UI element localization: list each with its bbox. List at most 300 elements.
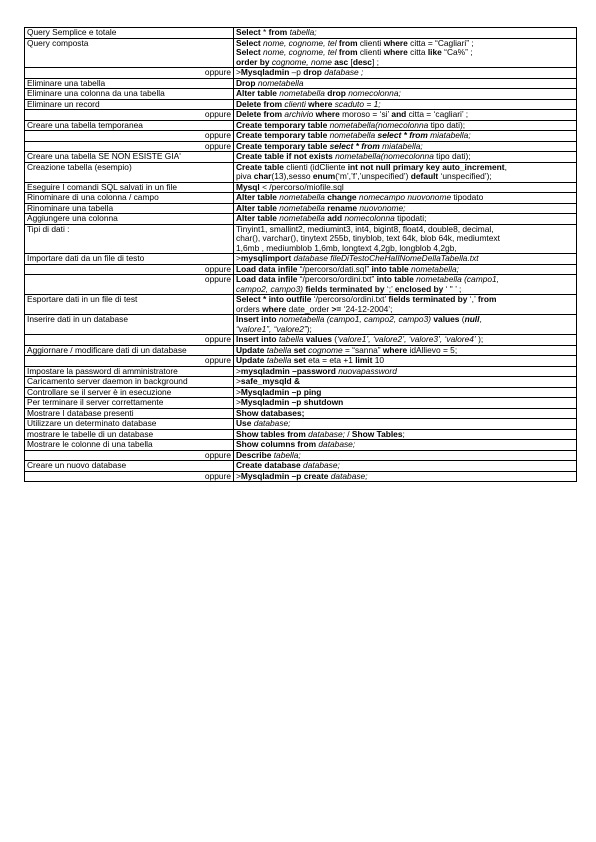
- table-row: [25, 182, 577, 193]
- sql-keyword: Show tables from: [236, 429, 306, 439]
- sql-keyword: where: [382, 345, 408, 355]
- sql-command-cell: [234, 224, 577, 254]
- sql-keyword: Create database: [236, 460, 301, 470]
- sql-command-cell: [234, 377, 577, 388]
- sql-text: ] ;: [371, 56, 379, 67]
- sql-identifier: nuovapassword: [338, 366, 397, 376]
- sql-command-line: [236, 419, 574, 429]
- sql-text: citta = ‘cagliari’ ;: [406, 109, 469, 119]
- sql-keyword: drop: [327, 88, 346, 98]
- table-row: [25, 461, 577, 472]
- sql-command-cell: [234, 120, 577, 131]
- sql-keyword: Describe: [236, 450, 272, 460]
- sql-identifier: cognome: [308, 345, 343, 355]
- sql-identifier: database;: [303, 460, 340, 470]
- sql-text: citta = “Cagliari” ;: [407, 38, 474, 48]
- table-row: [25, 295, 577, 315]
- sql-command-line: [236, 100, 574, 110]
- sql-command-line: [236, 183, 574, 193]
- alternative-label: oppure: [25, 68, 234, 79]
- sql-text: (: [331, 334, 338, 344]
- sql-keyword: where: [383, 47, 408, 57]
- sql-identifier: scaduto = 1;: [334, 99, 381, 109]
- sql-command-line: [236, 79, 574, 89]
- sql-text: clienti: [357, 47, 384, 57]
- table-row: [25, 141, 577, 152]
- sql-command-line: [236, 377, 574, 387]
- sql-identifier: database ;: [324, 67, 364, 77]
- sql-text: eta = eta +1: [305, 355, 356, 365]
- sql-text: *: [260, 27, 269, 37]
- sql-identifier: nometabella: [279, 88, 325, 98]
- sql-command-line: [236, 58, 574, 68]
- sql-command-cell: [234, 387, 577, 398]
- table-row: [25, 131, 577, 142]
- table-row: [25, 224, 577, 254]
- sql-keyword: change: [327, 192, 357, 202]
- sql-text: [: [348, 56, 353, 67]
- sql-identifier: database;: [318, 439, 356, 449]
- table-row: [25, 68, 577, 79]
- sql-command-cell: [234, 419, 577, 430]
- operation-description: Tipi di dati :: [25, 224, 234, 254]
- operation-description: Creazione tabella (esempio): [25, 162, 234, 182]
- sql-text: 1,6mb , mediumblob 1,6mb, longtext 4,2gb, longblob 4,2gb,: [236, 242, 457, 253]
- sql-keyword: Alter table: [236, 213, 277, 223]
- sql-reference-table: [24, 27, 577, 482]
- sql-command-line: [236, 461, 574, 471]
- sql-text: ,: [479, 314, 482, 324]
- sql-keyword: Create temporary table: [236, 141, 328, 151]
- sql-keyword: into table: [376, 274, 414, 284]
- sql-keyword: fields terminated by: [388, 294, 468, 304]
- sql-text: –p: [289, 67, 304, 77]
- operation-description: Controllare se il server è in esecuzione: [25, 387, 234, 398]
- sql-text: ,: [504, 162, 507, 172]
- sql-keyword: order by: [236, 56, 270, 67]
- sql-text: “Ca%” ;: [441, 47, 473, 57]
- sql-keyword: Mysqladmin –p shutdown: [240, 397, 344, 407]
- table-row: [25, 398, 577, 409]
- sql-command-line: [236, 285, 574, 295]
- sql-text: ‘24-12-2004’;: [341, 303, 393, 314]
- sql-text: (13),sesso: [271, 171, 313, 181]
- sql-keyword: Alter table: [236, 88, 277, 98]
- sql-command-line: [236, 131, 574, 141]
- alternative-label: oppure: [25, 471, 234, 482]
- operation-description: Importare dati da un file di testo: [25, 254, 234, 265]
- sql-command-cell: [234, 162, 577, 182]
- table-row: [25, 429, 577, 440]
- sql-command-cell: [234, 450, 577, 461]
- table-row: [25, 264, 577, 275]
- sql-command-line: [236, 305, 574, 315]
- sql-text: < /percorso/miofile.sql: [259, 182, 344, 192]
- sql-command-line: [236, 451, 574, 461]
- sql-text: (‘m’,’f’,’unspecified’): [335, 171, 411, 181]
- sql-identifier: nomecampo nuovonome: [358, 192, 452, 202]
- sql-command-cell: [234, 68, 577, 79]
- sql-identifier: “valore1”, “valore2”: [236, 323, 307, 334]
- sql-identifier: database;: [308, 429, 345, 439]
- sql-identifier: tabella;: [273, 450, 301, 460]
- sql-keyword: Load data infile: [236, 274, 298, 284]
- sql-text: moroso = ‘si’: [339, 109, 392, 119]
- sql-keyword: Update: [236, 345, 265, 355]
- sql-command-cell: [234, 110, 577, 121]
- table-row: [25, 335, 577, 346]
- sql-keyword: mysqladmin –password: [240, 366, 336, 376]
- sql-identifier: nuovonome;: [359, 203, 406, 213]
- sql-command-line: [236, 68, 574, 78]
- sql-keyword: from: [338, 47, 358, 57]
- sql-keyword: int not null primary key auto_increment: [347, 162, 505, 172]
- alternative-label: oppure: [25, 450, 234, 461]
- sql-text: >: [236, 253, 241, 263]
- sql-command-cell: [234, 28, 577, 39]
- sql-command-line: [236, 204, 574, 214]
- table-row: [25, 440, 577, 451]
- sql-keyword: values: [305, 334, 332, 344]
- sql-identifier: miatabella;: [382, 141, 423, 151]
- sql-command-line: [236, 367, 574, 377]
- sql-text: tipo dati);: [433, 151, 471, 161]
- sql-text: piva: [236, 171, 254, 181]
- sql-command-line: [236, 346, 574, 356]
- sql-keyword: Show columns from: [236, 439, 317, 449]
- sql-command-cell: [234, 295, 577, 315]
- table-row: [25, 203, 577, 214]
- operation-description: Creare un nuovo database: [25, 461, 234, 472]
- sql-text: “/percorso/ordini.txt”: [297, 274, 377, 284]
- operation-description: Inserire dati in un database: [25, 315, 234, 335]
- operation-description: Rinominare una tabella: [25, 203, 234, 214]
- sql-keyword: select * from: [377, 130, 428, 140]
- table-row: [25, 377, 577, 388]
- sql-identifier: tabella: [266, 355, 292, 365]
- sql-command-line: [236, 89, 574, 99]
- alternative-label: oppure: [25, 275, 234, 295]
- sql-keyword: Delete from: [236, 109, 283, 119]
- sql-text: clienti: [357, 38, 384, 48]
- sql-keyword: default: [410, 171, 439, 181]
- sql-identifier: nome, cognome, tel: [263, 38, 337, 48]
- sql-command-cell: [234, 429, 577, 440]
- sql-command-cell: [234, 254, 577, 265]
- operation-description: Impostare la password di amministratore: [25, 366, 234, 377]
- sql-identifier: nometabella(nomecolonna: [329, 120, 429, 130]
- sql-identifier: nometabella: [279, 203, 325, 213]
- table-row: [25, 99, 577, 110]
- operation-description: Mostrare le colonne di una tabella: [25, 440, 234, 451]
- sql-command-cell: [234, 214, 577, 225]
- sql-text: orders: [236, 303, 263, 314]
- sql-command-line: [236, 325, 574, 335]
- sql-keyword: from: [477, 294, 497, 304]
- sql-keyword: where: [262, 303, 287, 314]
- operation-description: Creare una tabella SE NON ESISTE GIA': [25, 152, 234, 163]
- table-row: [25, 78, 577, 89]
- sql-keyword: where: [308, 99, 333, 109]
- sql-command-line: [236, 254, 574, 264]
- sql-identifier: cognome, nome: [271, 56, 332, 67]
- sql-text: ;: [402, 429, 405, 439]
- table-row: [25, 162, 577, 182]
- table-row: [25, 254, 577, 265]
- sql-keyword: set: [293, 345, 306, 355]
- sql-command-line: [236, 472, 574, 482]
- sql-keyword: and: [391, 109, 407, 119]
- sql-text: char(), varchar(), tinytext 255b, tinyblob, text 64k, blob 64k, mediumtext: [236, 233, 500, 243]
- alternative-label: oppure: [25, 141, 234, 152]
- sql-command-cell: [234, 131, 577, 142]
- sql-keyword: where: [315, 109, 340, 119]
- sql-keyword: Update: [236, 355, 265, 365]
- sql-keyword: mysqlimport: [240, 253, 292, 263]
- sql-text: “/percorso/dati.sql”: [297, 264, 372, 274]
- sql-text: ‘/percorso/ordini.txt’: [311, 294, 389, 304]
- sql-keyword: Create table if not exists: [236, 151, 333, 161]
- sql-command-line: [236, 193, 574, 203]
- sql-keyword: Create temporary table: [236, 130, 328, 140]
- operation-description: Per terminare il server correttamente: [25, 398, 234, 409]
- table-row: [25, 28, 577, 39]
- sql-command-cell: [234, 408, 577, 419]
- sql-command-line: [236, 265, 574, 275]
- sql-command-line: [236, 110, 574, 120]
- sql-text: clienti (idCliente: [283, 162, 348, 172]
- table-row: [25, 408, 577, 419]
- sql-text: ‘unspecified’);: [438, 171, 492, 181]
- sql-text: >: [236, 397, 241, 407]
- table-row: [25, 315, 577, 335]
- operation-description: Utilizzare un determinato database: [25, 419, 234, 430]
- table-row: [25, 471, 577, 482]
- sql-keyword: Alter table: [236, 192, 277, 202]
- sql-text: citta: [407, 47, 428, 57]
- alternative-label: oppure: [25, 264, 234, 275]
- sql-identifier: tabella;: [289, 27, 317, 37]
- sql-identifier: miatabella;: [430, 130, 471, 140]
- sql-command-line: [236, 121, 574, 131]
- sql-command-cell: [234, 264, 577, 275]
- sql-keyword: like: [427, 47, 442, 57]
- sql-text: >: [236, 471, 241, 481]
- operation-description: Eseguire I comandi SQL salvati in un file: [25, 182, 234, 193]
- table-row: [25, 387, 577, 398]
- sql-text: date_order: [286, 303, 332, 314]
- operation-description: Aggiungere una colonna: [25, 214, 234, 225]
- sql-command-cell: [234, 461, 577, 472]
- sql-command-cell: [234, 315, 577, 335]
- sql-command-cell: [234, 440, 577, 451]
- sql-identifier: nometabella: [329, 130, 376, 140]
- sql-keyword: Create temporary table: [236, 120, 328, 130]
- sql-identifier: nometabella: [279, 213, 325, 223]
- sql-identifier: nometabella(nomecolonna: [335, 151, 434, 161]
- table-row: [25, 120, 577, 131]
- sql-keyword: Load data infile: [236, 264, 298, 274]
- sql-text: tipo dati);: [428, 120, 466, 130]
- alternative-label: oppure: [25, 356, 234, 367]
- sql-identifier: nometabella;: [411, 264, 459, 274]
- sql-command-cell: [234, 356, 577, 367]
- sql-identifier: nometabella: [257, 78, 304, 88]
- sql-command-cell: [234, 78, 577, 89]
- sql-keyword: Select * into outfile: [236, 294, 312, 304]
- sql-text: >: [236, 387, 241, 397]
- sql-command-line: [236, 356, 574, 366]
- sql-command-line: [236, 172, 574, 182]
- sql-keyword: enclosed by: [394, 283, 444, 294]
- sql-keyword: Select: [236, 38, 261, 48]
- sql-keyword: Mysqladmin –p ping: [240, 387, 322, 397]
- sql-text: >: [236, 67, 241, 77]
- sql-command-line: [236, 244, 574, 254]
- operation-description: Mostrare I database presenti: [25, 408, 234, 419]
- sql-text: ‘ " ’ ;: [443, 283, 462, 294]
- sql-keyword: add: [327, 213, 343, 223]
- operation-description: Eliminare una tabella: [25, 78, 234, 89]
- sql-keyword: Create table: [236, 162, 284, 172]
- sql-identifier: nometabella (campo1, campo2, campo3): [278, 314, 432, 324]
- sql-text: >: [236, 376, 241, 386]
- operation-description: Aggiornare / modificare dati di un database: [25, 345, 234, 356]
- sql-keyword: Mysqladmin –p create: [240, 471, 329, 481]
- sql-keyword: from: [338, 38, 358, 48]
- sql-command-line: [236, 409, 574, 419]
- table-row: [25, 193, 577, 204]
- sql-keyword: values: [433, 314, 460, 324]
- table-row: [25, 356, 577, 367]
- sql-text: (: [459, 314, 465, 324]
- operation-description: Query composta: [25, 38, 234, 68]
- table-row: [25, 419, 577, 430]
- sql-keyword: select * from: [329, 141, 380, 151]
- sql-text: idAllievo = 5;: [407, 345, 458, 355]
- operation-description: Rinominare di una colonna / campo: [25, 193, 234, 204]
- sql-keyword: Select: [236, 27, 261, 37]
- operation-description: Caricamento server daemon in background: [25, 377, 234, 388]
- sql-command-line: [236, 214, 574, 224]
- sql-identifier: tabella: [266, 345, 292, 355]
- table-row: [25, 89, 577, 100]
- sql-identifier: database;: [330, 471, 368, 481]
- sql-identifier: clienti: [284, 99, 306, 109]
- sql-command-line: [236, 28, 574, 38]
- alternative-label: oppure: [25, 335, 234, 346]
- alternative-label: oppure: [25, 110, 234, 121]
- operation-description: Creare una tabella temporanea: [25, 120, 234, 131]
- sql-keyword: safe_mysqld &: [240, 376, 301, 386]
- sql-keyword: enum: [312, 171, 336, 181]
- sql-keyword: fields terminated by: [305, 283, 385, 294]
- sql-keyword: desc: [352, 56, 372, 67]
- sql-identifier: campo2, campo3): [236, 283, 304, 294]
- sql-keyword: Insert into: [236, 334, 277, 344]
- sql-identifier: nomecolonna: [344, 213, 395, 223]
- sql-text: tipodato: [451, 192, 484, 202]
- alternative-label: oppure: [25, 131, 234, 142]
- sql-command-cell: [234, 203, 577, 214]
- sql-keyword: into table: [371, 264, 409, 274]
- table-row: [25, 152, 577, 163]
- operation-description: Esportare dati in un file di test: [25, 295, 234, 315]
- sql-command-cell: [234, 471, 577, 482]
- sql-command-line: [236, 398, 574, 408]
- table-row: [25, 450, 577, 461]
- sql-keyword: Show databases;: [236, 408, 305, 418]
- sql-keyword: char: [253, 171, 272, 181]
- sql-command-line: [236, 440, 574, 450]
- table-row: [25, 275, 577, 295]
- sql-keyword: null: [464, 314, 480, 324]
- sql-keyword: >=: [331, 303, 342, 314]
- sql-text: Tinyint1, smallint2, mediumint3, int4, bigint8, float4, double8, decimal,: [236, 224, 494, 234]
- table-row: [25, 38, 577, 68]
- sql-command-line: [236, 388, 574, 398]
- sql-identifier: nome, cognome, tel: [263, 47, 337, 57]
- sql-command-cell: [234, 366, 577, 377]
- sql-keyword: where: [383, 38, 408, 48]
- sql-keyword: from: [268, 27, 288, 37]
- sql-text: ‘,’: [467, 294, 478, 304]
- sql-text: );: [475, 334, 484, 344]
- operation-description: Eliminare una colonna da una tabella: [25, 89, 234, 100]
- sql-keyword: drop: [303, 67, 322, 77]
- sql-command-cell: [234, 99, 577, 110]
- sql-identifier: archivio: [284, 109, 314, 119]
- sql-text: 10: [372, 355, 385, 365]
- sql-keyword: Mysql: [236, 182, 260, 192]
- sql-command-line: [236, 430, 574, 440]
- sql-keyword: Mysqladmin: [240, 67, 290, 77]
- table-row: [25, 366, 577, 377]
- sql-command-cell: [234, 89, 577, 100]
- sql-command-line: [236, 152, 574, 162]
- table-row: [25, 345, 577, 356]
- sql-command-cell: [234, 141, 577, 152]
- sql-keyword: Alter table: [236, 203, 277, 213]
- sql-command-cell: [234, 398, 577, 409]
- sql-command-cell: [234, 152, 577, 163]
- sql-command-cell: [234, 182, 577, 193]
- sql-keyword: rename: [327, 203, 358, 213]
- sql-command-cell: [234, 345, 577, 356]
- table-row: [25, 214, 577, 225]
- sql-command-cell: [234, 38, 577, 68]
- sql-keyword: set: [293, 355, 306, 365]
- sql-keyword: limit: [355, 355, 373, 365]
- sql-keyword: Use: [236, 418, 252, 428]
- sql-keyword: Insert into: [236, 314, 277, 324]
- sql-text: tipodati;: [394, 213, 427, 223]
- sql-identifier: nometabella: [279, 192, 325, 202]
- operation-description: mostrare le tabelle di un database: [25, 429, 234, 440]
- sql-text: );: [306, 323, 312, 334]
- sql-command-cell: [234, 193, 577, 204]
- sql-command-line: [236, 142, 574, 152]
- sql-text: ‘;’: [384, 283, 395, 294]
- sql-command-cell: [234, 275, 577, 295]
- table-row: [25, 110, 577, 121]
- sql-identifier: tabella: [278, 334, 304, 344]
- sql-identifier: ‘valore1’, ‘valore2’, ‘valore3’, ‘valore4’: [337, 334, 476, 344]
- sql-identifier: nomecolonna;: [348, 88, 401, 98]
- sql-identifier: database;: [253, 418, 291, 428]
- sql-identifier: database fileDiTestoCheHaIlNomeDellaTabella.txt: [293, 253, 479, 263]
- sql-keyword: Delete from: [236, 99, 283, 109]
